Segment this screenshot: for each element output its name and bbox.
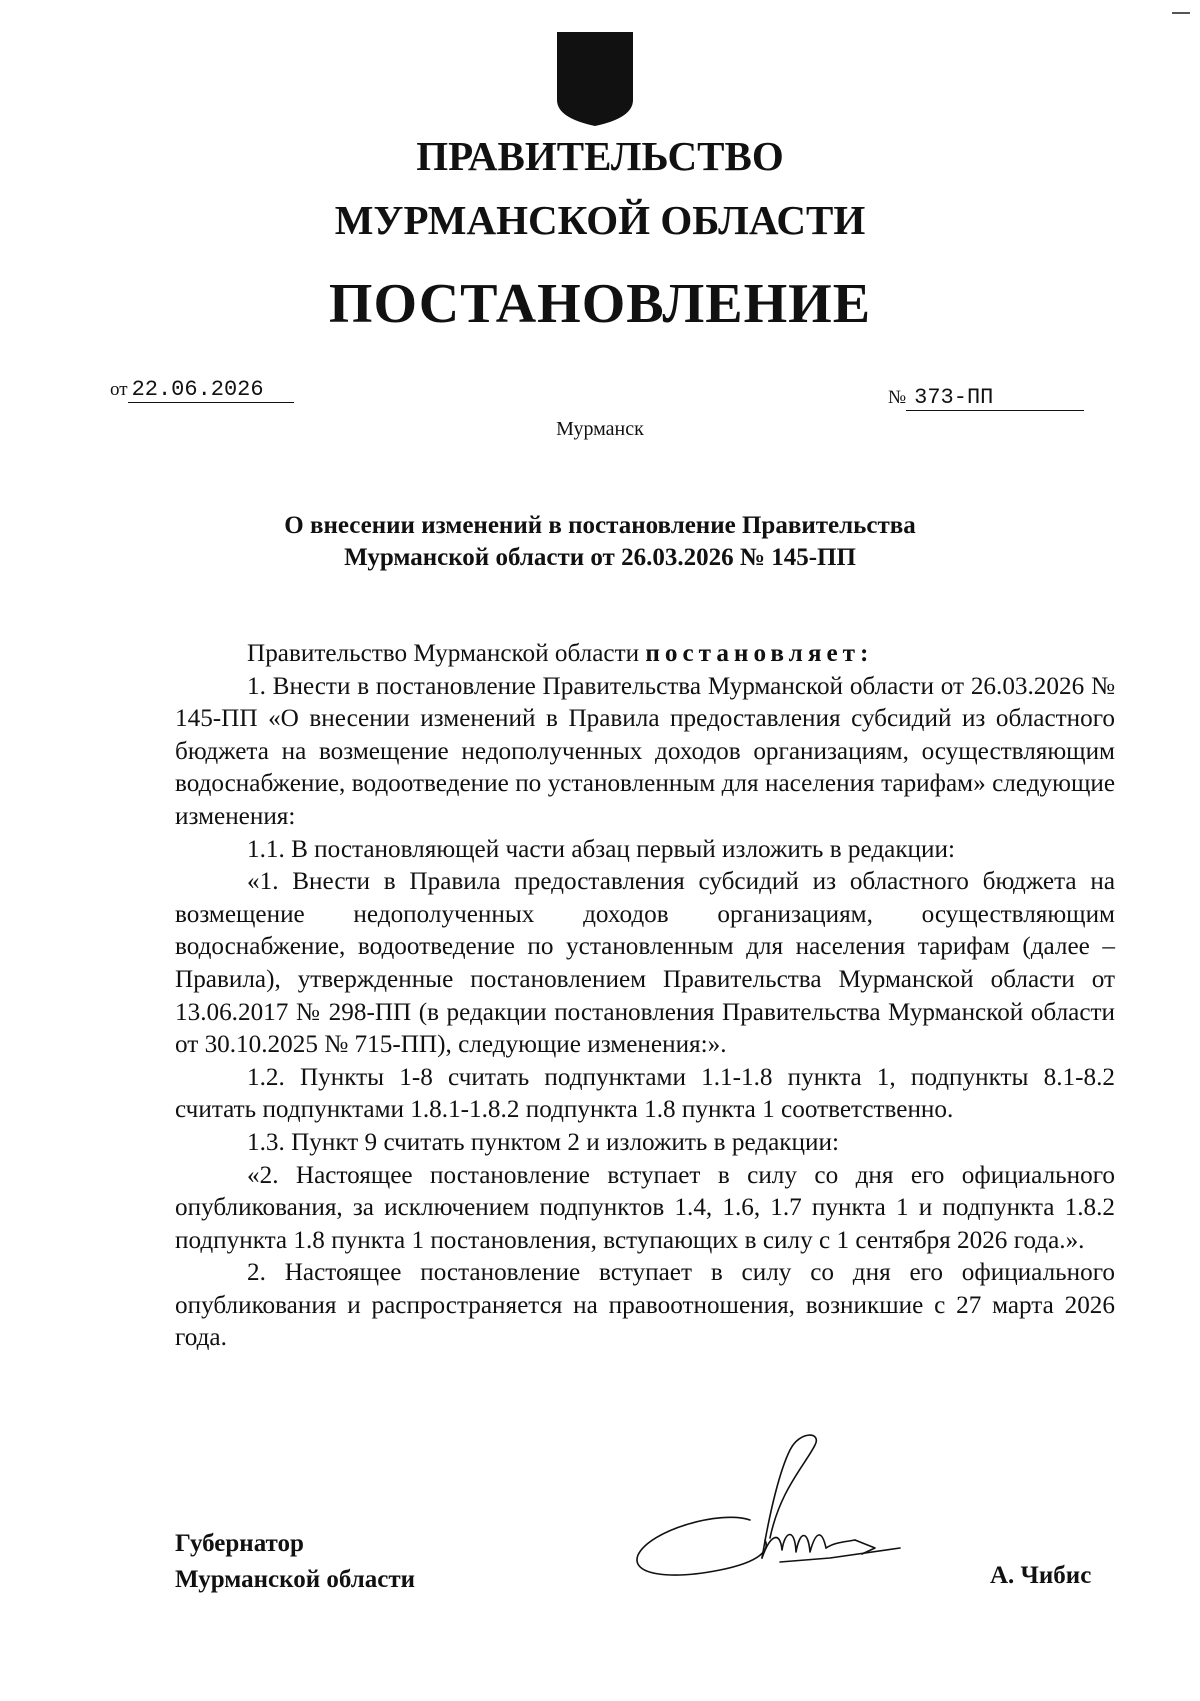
paragraph-1-1: 1.1. В постановляющей части абзац первый изложить в редакции:: [247, 835, 955, 863]
intro-paragraph: [175, 638, 1115, 671]
paragraph-1: 1. Внести в постановление Правительства Мурманской области от 26.03.2026 № 145-ПП «О внесении изменений в Правила предоставления субсидий из областного бюджета на возмещение недополученных доходов организациям, осуществляющим водоснабжение, водоотведение по установленным для населения тарифам» следующие изменения:: [175, 672, 1115, 830]
organization-name-line1: ПРАВИТЕЛЬСТВО: [416, 133, 784, 179]
paragraph-2: 2. Настоящее постановление вступает в силу со дня его официального опубликования и распространяется на правоотношения, возникшие с 27 марта 2026 года.: [175, 1259, 1115, 1352]
subject-line1: О внесении изменений в постановление Правительства: [284, 512, 916, 539]
paragraph-1-1-quote: «1. Внести в Правила предоставления субсидий из областного бюджета на возмещение недополученных доходов организациям, осуществляющим водоснабжение, водоотведение по установленным для населения тарифам (далее – Правила), утвержденные постановлением Правительства Мурманской области от 13.06.2017 № 298-ПП (в редакции постановления Правительства Мурманской области от 30.10.2025 № 715-ПП), следующие изменения:».: [175, 868, 1115, 1059]
document-subject: [0, 510, 1200, 574]
paragraph-1-2: 1.2. Пункты 1-8 считать подпунктами 1.1-1.8 пункта 1, подпункты 8.1-8.2 считать подпунктами 1.8.1-1.8.2 подпункта 1.8 пункта 1 соответственно.: [175, 1063, 1115, 1124]
document-date: [110, 378, 294, 403]
paragraph-1-3: 1.3. Пункт 9 считать пунктом 2 и изложить в редакции:: [247, 1128, 839, 1156]
document-body: [175, 638, 1115, 1355]
document-type: ПОСТАНОВЛЕНИЕ: [328, 273, 872, 335]
signatory-title: [175, 1526, 415, 1598]
organization-name-line2: МУРМАНСКОЙ ОБЛАСТИ: [334, 197, 866, 243]
signatory-title-line1: Губернатор: [175, 1530, 304, 1557]
scan-mark: [1172, 12, 1190, 14]
signatory-name: А. Чибис: [990, 1562, 1092, 1589]
intro-text: Правительство Мурманской области: [247, 640, 640, 667]
city-name: Мурманск: [556, 418, 644, 440]
coat-of-arms-emblem: [555, 30, 635, 128]
signatory-title-line2: Мурманской области: [175, 1566, 416, 1593]
date-value: 22.06.2026: [128, 378, 294, 403]
date-prefix: от: [110, 379, 128, 400]
handwritten-signature: [630, 1430, 960, 1600]
paragraph-1-3-quote: «2. Настоящее постановление вступает в силу со дня его официального опубликования, за исключением подпунктов 1.4, 1.6, 1.7 пункта 1 и подпункта 1.8.2 подпункта 1.8 пункта 1 постановления, вступающих в силу с 1 сентября 2026 года.».: [175, 1161, 1115, 1254]
subject-line2: Мурманской области от 26.03.2026 № 145-ПП: [344, 544, 856, 571]
number-prefix: №: [888, 387, 907, 408]
resolves-word: постановляет:: [645, 640, 874, 667]
number-value: 373-ПП: [906, 386, 1084, 411]
document-number: [888, 386, 1084, 411]
